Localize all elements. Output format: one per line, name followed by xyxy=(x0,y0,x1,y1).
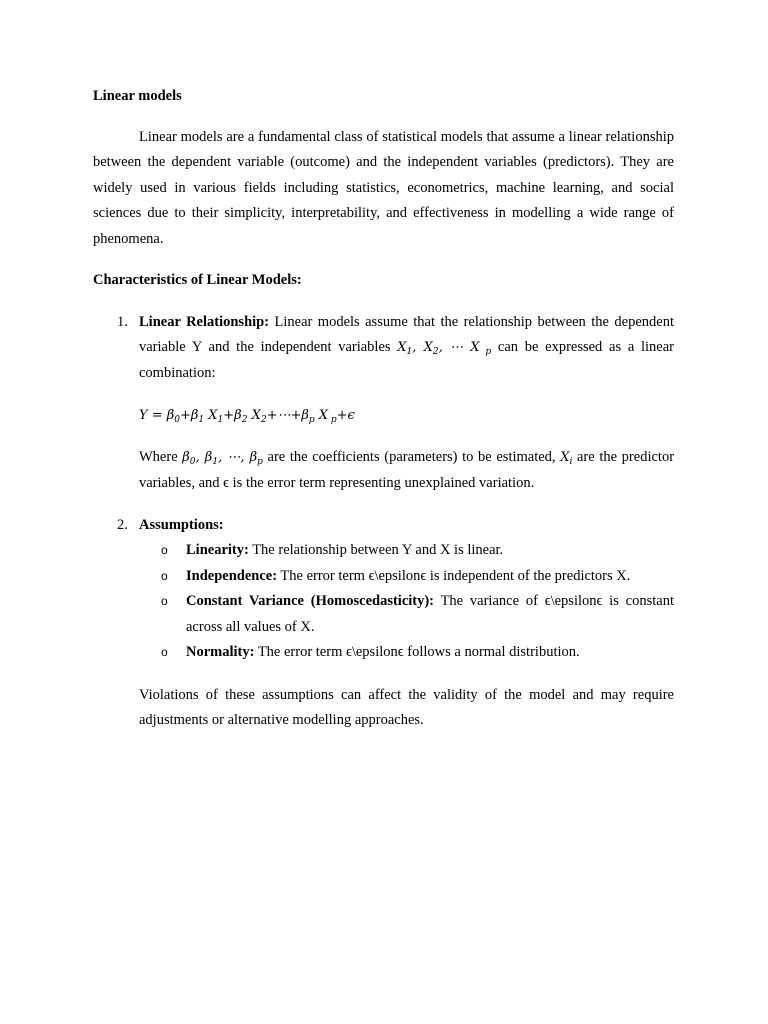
closing-paragraph: Violations of these assumptions can affect the validity of the model and may require adjustments or alternative modelling approaches. xyxy=(139,686,674,728)
bullet-text: The relationship between Y and X is linear. xyxy=(248,542,504,559)
linear-equation: $Y = \beta_0+\beta_1$ $X_1+\beta_2$ $X_2+\cdots+\beta_p$ X $_p$+ϵ xyxy=(139,408,355,426)
variables-math: $X_1$, $X_2$, ⋯ X $_p$ xyxy=(397,340,492,358)
item-label: Linear Relationship: xyxy=(139,314,270,331)
document-page xyxy=(93,84,674,733)
characteristics-heading: Characteristics of Linear Models: xyxy=(93,272,302,289)
bullet-text: The variance of ϵ\epsilonϵ is constant across all values of X. xyxy=(186,593,674,635)
bullet-constant-variance xyxy=(139,589,674,640)
section-title: Linear models xyxy=(93,88,182,104)
list-item-linear-relationship xyxy=(93,310,674,496)
bullet-label: Independence: xyxy=(186,567,278,584)
bullet-independence xyxy=(139,564,674,589)
list-item-assumptions xyxy=(93,513,674,733)
where-paragraph xyxy=(139,445,674,496)
bullet-normality xyxy=(139,640,674,665)
bullet-label: Constant Variance (Homoscedasticity): xyxy=(186,593,435,610)
linear-relationship-text xyxy=(139,310,674,386)
intro-paragraph: Linear models are a fundamental class of statistical models that assume a linear relationship between the dependent variable (outcome) and the independent variables (predictors). They are widely used in various fields including statistics, econometrics, machine learning, and social sciences due to their simplicity, interpretability, and effectiveness in modelling a wide range of phenomena. xyxy=(93,129,674,247)
bullet-marker: o xyxy=(161,568,168,583)
list-number: 2. xyxy=(117,517,128,534)
list-number: 1. xyxy=(117,314,128,331)
assumptions-bullets xyxy=(139,538,674,665)
item-label: Assumptions: xyxy=(139,517,224,534)
assumptions-label-line xyxy=(139,513,674,538)
where-text-after: are the predictor variables, and ϵ is the error term representing unexplained variation. xyxy=(139,449,675,491)
bullet-text: The error term ϵ\epsilonϵ follows a normal distribution. xyxy=(254,644,580,661)
xi-math: $X_i$ xyxy=(560,450,573,468)
where-text-mid: are the coefficients (parameters) to be estimated, xyxy=(267,449,561,466)
bullet-label: Linearity: xyxy=(186,542,249,559)
bullet-marker: o xyxy=(161,594,168,609)
item-text-after: can be expressed as a linear combination: xyxy=(139,339,674,381)
characteristics-list xyxy=(93,310,674,733)
bullet-label: Normality: xyxy=(186,644,255,661)
bullet-marker: o xyxy=(161,645,168,660)
bullet-text: The error term ϵ\epsilonϵ is independent of the predictors X. xyxy=(277,567,631,584)
where-text-before: Where xyxy=(139,449,183,466)
item-text-before: Linear models assume that the relationship between the dependent variable Y and the independent variables xyxy=(139,314,674,356)
coefficients-math: $\beta_0$, $\beta_1$, ⋯, $\beta_p$ xyxy=(182,450,263,468)
bullet-marker: o xyxy=(161,543,168,558)
bullet-linearity xyxy=(139,538,674,563)
